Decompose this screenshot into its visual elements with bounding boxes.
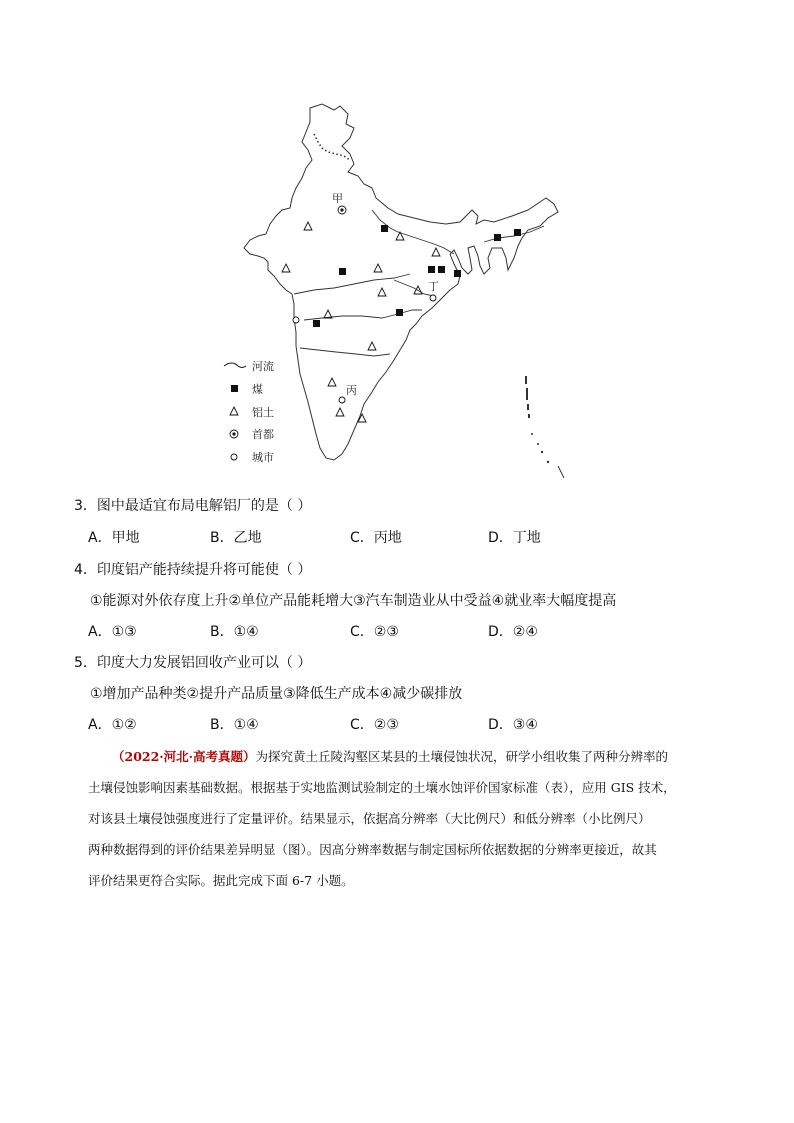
legend-label: 首都 (252, 428, 274, 441)
option-a[interactable]: A．①② (88, 717, 137, 733)
coal-mark (339, 268, 346, 275)
option-b[interactable]: B．乙地 (210, 530, 262, 546)
india-map (222, 98, 572, 486)
legend-label: 铝土 (252, 406, 274, 419)
bauxite-mark (432, 248, 440, 256)
coal-mark (514, 229, 521, 236)
question-4-statements: ①能源对外依存度上升②单位产品能耗增大③汽车制造业从中受益④就业率大幅度提高 (90, 593, 617, 609)
legend-label: 煤 (252, 383, 263, 396)
bauxite-markers (282, 222, 440, 422)
passage-line: 评价结果更符合实际。据此完成下面 6-7 小题。 (88, 873, 354, 888)
option-d[interactable]: D．丁地 (488, 530, 541, 546)
river-icon (224, 363, 246, 368)
passage-text: 为探究黄土丘陵沟壑区某县的土壤侵蚀状况，研学小组收集了两种分辨率的 (255, 749, 669, 764)
bauxite-mark (328, 378, 336, 386)
city-bing (339, 397, 345, 403)
capital-icon (230, 430, 238, 438)
passage-line: 土壤侵蚀影响因素基础数据。根据基于实地监测试验制定的土壤水蚀评价国家标准（表），应用 GIS 技术， (88, 780, 676, 795)
question-5-stem: 5．印度大力发展铝回收产业可以（ ） (74, 655, 312, 671)
question-5-statements: ①增加产品种类②提升产品质量③降低生产成本④减少碳排放 (90, 686, 463, 702)
legend-label: 城市 (252, 451, 274, 464)
india-map-svg (222, 98, 572, 486)
option-b[interactable]: B．①④ (210, 717, 259, 733)
option-a[interactable]: A．甲地 (88, 530, 140, 546)
city-yi (293, 317, 299, 323)
andaman-islands (525, 376, 564, 478)
question-4-options (88, 623, 648, 641)
option-d[interactable]: D．③④ (488, 717, 538, 733)
coal-mark (313, 320, 320, 327)
option-c[interactable]: C．②③ (350, 624, 399, 640)
passage (88, 741, 728, 896)
krishna-river (300, 348, 390, 356)
label-jia: 甲 (332, 192, 343, 205)
coal-mark (494, 234, 501, 241)
question-3-options (88, 529, 648, 547)
coal-mark (396, 309, 403, 316)
india-outline (244, 104, 558, 460)
coal-mark (438, 266, 445, 273)
coal-mark (381, 225, 388, 232)
coal-square-icon (231, 385, 238, 392)
bauxite-mark (368, 342, 376, 350)
capital-jia (338, 206, 346, 214)
city-ding (430, 295, 436, 301)
bauxite-mark (336, 408, 344, 416)
label-ding: 丁 (428, 280, 439, 293)
map-legend (224, 359, 274, 464)
passage-line: 对该县土壤侵蚀强度进行了定量评价。结果显示，依据高分辨率（大比例尺）和低分辨率（小比例尺） (88, 811, 651, 826)
option-c[interactable]: C．②③ (350, 717, 399, 733)
bauxite-mark (304, 222, 312, 230)
option-c[interactable]: C．丙地 (350, 530, 402, 546)
question-5-options (88, 716, 648, 734)
coal-mark (454, 270, 461, 277)
label-bing: 丙 (346, 384, 357, 397)
option-b[interactable]: B．①④ (210, 624, 259, 640)
bauxite-triangle-icon (230, 407, 238, 415)
bauxite-mark (378, 288, 386, 296)
city-circle-icon (231, 454, 237, 460)
narmada-river (294, 274, 410, 294)
source-tag: （2022·河北·高考真题） (112, 749, 256, 764)
option-d[interactable]: D．②④ (488, 624, 538, 640)
disputed-border (314, 134, 350, 160)
question-3-stem: 3．图中最适宜布局电解铝厂的是（ ） (74, 498, 312, 514)
passage-line (88, 741, 728, 772)
bauxite-mark (282, 264, 290, 272)
question-4-stem: 4．印度铝产能持续提升将可能使（ ） (74, 562, 312, 578)
bauxite-mark (374, 264, 382, 272)
godavari-river (304, 310, 422, 320)
coal-mark (428, 266, 435, 273)
passage-line: 两种数据得到的评价结果差异明显（图）。因高分辨率数据与制定国标所依据数据的分辨率更接近，故其 (88, 842, 657, 857)
option-a[interactable]: A．①③ (88, 624, 137, 640)
legend-label: 河流 (252, 360, 274, 373)
